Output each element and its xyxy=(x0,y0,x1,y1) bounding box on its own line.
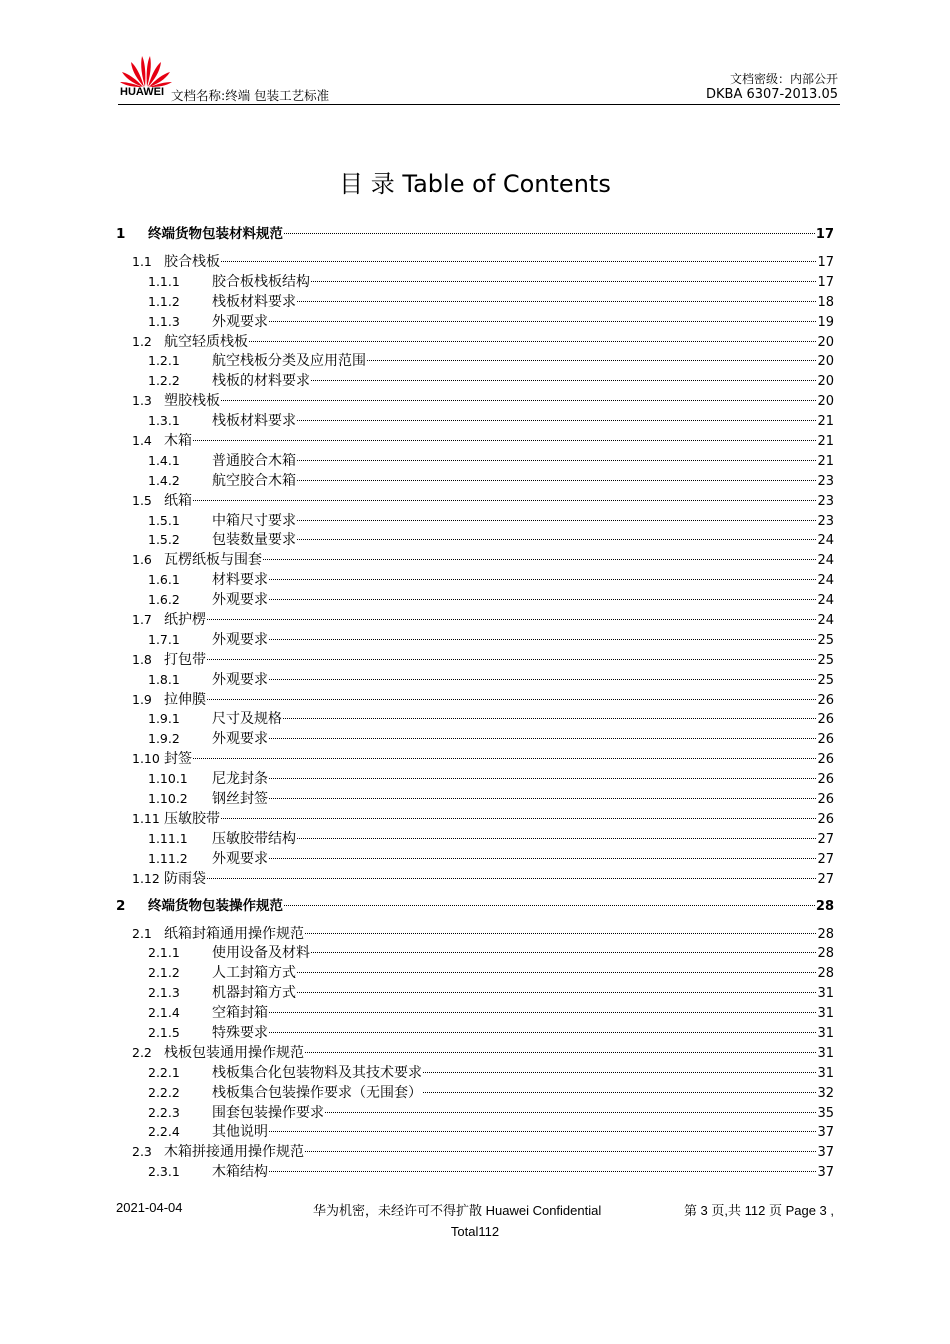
toc-entry-number: 2.2.4 xyxy=(148,1124,180,1140)
toc-entry-label: 纸护楞 xyxy=(164,612,206,629)
toc-entry-page: 21 xyxy=(817,453,834,469)
toc-entry-number: 2.2 xyxy=(132,1044,152,1060)
toc-entry-number: 1.6.1 xyxy=(148,572,180,588)
toc-dot-leader xyxy=(207,659,816,660)
toc-entry-number: 1.6 xyxy=(132,552,152,568)
toc-entry[interactable] xyxy=(116,729,834,749)
toc-entry-page: 17 xyxy=(817,274,834,290)
toc-dot-leader xyxy=(311,380,816,381)
toc-dot-leader xyxy=(263,559,816,560)
toc-entry[interactable] xyxy=(116,610,834,630)
toc-entry-page: 31 xyxy=(817,986,834,1002)
toc-dot-leader xyxy=(297,460,816,461)
toc-dot-leader xyxy=(325,1112,816,1113)
toc-dot-leader xyxy=(193,758,816,759)
toc-entry-page: 26 xyxy=(817,732,834,748)
toc-entry-number: 1 xyxy=(116,226,126,242)
document-number: DKBA 6307-2013.05 xyxy=(705,87,838,102)
toc-entry-page: 28 xyxy=(817,946,834,962)
toc-entry[interactable] xyxy=(116,371,834,391)
toc-entry-label: 栈板集合化包装物料及其技术要求 xyxy=(212,1064,422,1081)
toc-entry-page: 35 xyxy=(817,1105,834,1121)
toc-dot-leader xyxy=(423,1092,816,1093)
toc-entry[interactable] xyxy=(116,1162,834,1182)
toc-dot-leader xyxy=(297,972,816,973)
toc-dot-leader xyxy=(284,905,815,906)
toc-dot-leader xyxy=(207,878,816,879)
toc-entry-number: 1.7 xyxy=(132,612,152,628)
toc-dot-leader xyxy=(269,798,816,799)
toc-entry[interactable] xyxy=(116,869,834,889)
toc-entry-number: 1.10.1 xyxy=(148,771,188,787)
toc-dot-leader xyxy=(221,261,816,262)
footer-total-pages: Total112 xyxy=(450,1224,500,1239)
toc-entry[interactable] xyxy=(116,670,834,690)
toc-dot-leader xyxy=(305,1052,816,1053)
toc-entry-number: 2.1.3 xyxy=(148,985,180,1001)
toc-entry-label: 拉伸膜 xyxy=(164,691,206,708)
toc-entry-number: 1.6.2 xyxy=(148,592,180,608)
toc-entry-page: 25 xyxy=(817,632,834,648)
toc-entry-number: 1.10 xyxy=(132,751,160,767)
page-header xyxy=(118,50,840,106)
toc-entry-page: 24 xyxy=(817,533,834,549)
toc-entry-page: 25 xyxy=(817,672,834,688)
toc-entry-label: 外观要求 xyxy=(212,313,268,330)
toc-entry-page: 32 xyxy=(817,1085,834,1101)
toc-entry[interactable] xyxy=(116,224,834,244)
toc-entry[interactable] xyxy=(116,292,834,312)
toc-dot-leader xyxy=(297,301,816,302)
toc-entry[interactable] xyxy=(116,789,834,809)
toc-dot-leader xyxy=(305,1151,816,1152)
toc-entry-number: 1.3.1 xyxy=(148,413,180,429)
toc-entry-page: 21 xyxy=(817,434,834,450)
toc-entry-page: 31 xyxy=(817,1006,834,1022)
secret-level: 文档密级：内部公开 xyxy=(729,72,838,86)
toc-entry-page: 20 xyxy=(817,374,834,390)
toc-entry-label: 外观要求 xyxy=(212,631,268,648)
toc-entry-page: 26 xyxy=(817,752,834,768)
toc-entry[interactable] xyxy=(116,1063,834,1083)
toc-entry[interactable] xyxy=(116,1122,834,1142)
toc-entry-label: 压敏胶带结构 xyxy=(212,830,296,847)
toc-entry-page: 23 xyxy=(817,493,834,509)
toc-dot-leader xyxy=(297,539,816,540)
toc-entry-number: 1.4 xyxy=(132,433,152,449)
toc-entry-page: 18 xyxy=(817,294,834,310)
toc-dot-leader xyxy=(367,360,816,361)
toc-entry-number: 2.1 xyxy=(132,925,152,941)
toc-entry-label: 打包带 xyxy=(164,651,206,668)
toc-entry-label: 胶合板栈板结构 xyxy=(212,273,310,290)
toc-entry-page: 26 xyxy=(817,772,834,788)
toc-entry[interactable] xyxy=(116,530,834,550)
toc-entry-number: 2.3 xyxy=(132,1144,152,1160)
toc-entry-label: 人工封箱方式 xyxy=(212,965,296,982)
toc-entry-number: 1.7.1 xyxy=(148,631,180,647)
toc-entry-page: 24 xyxy=(817,573,834,589)
toc-entry-number: 2.1.4 xyxy=(148,1005,180,1021)
toc-dot-leader xyxy=(297,992,816,993)
toc-entry-page: 17 xyxy=(817,255,834,270)
toc-dot-leader xyxy=(305,933,816,934)
toc-entry[interactable] xyxy=(116,1023,834,1043)
toc-entry[interactable] xyxy=(116,491,834,511)
toc-entry-label: 胶合栈板 xyxy=(164,254,220,270)
toc-dot-leader xyxy=(207,619,816,620)
toc-entry[interactable] xyxy=(116,511,834,531)
toc-entry[interactable] xyxy=(116,351,834,371)
toc-entry-label: 栈板包装通用操作规范 xyxy=(164,1044,304,1061)
toc-dot-leader xyxy=(269,639,816,640)
toc-dot-leader xyxy=(193,500,816,501)
toc-entry-page: 19 xyxy=(817,314,834,330)
toc-entry-page: 24 xyxy=(817,553,834,569)
toc-entry-number: 2 xyxy=(116,897,126,914)
toc-entry[interactable] xyxy=(116,690,834,710)
toc-dot-leader xyxy=(269,679,816,680)
toc-dot-leader xyxy=(269,579,816,580)
brand-name: HUAWEI xyxy=(120,86,164,98)
toc-entry[interactable] xyxy=(116,769,834,789)
toc-entry-label: 瓦楞纸板与围套 xyxy=(164,552,262,569)
toc-dot-leader xyxy=(283,718,816,719)
toc-entry[interactable] xyxy=(116,630,834,650)
toc-entry-page: 21 xyxy=(817,414,834,430)
toc-dot-leader xyxy=(269,858,816,859)
toc-entry-number: 1.11.2 xyxy=(148,850,188,866)
toc-entry[interactable] xyxy=(116,1003,834,1023)
toc-entry-label: 外观要求 xyxy=(212,671,268,688)
toc-entry-number: 2.2.3 xyxy=(148,1104,180,1120)
toc-entry[interactable] xyxy=(116,1142,834,1162)
toc-entry[interactable] xyxy=(116,431,834,451)
toc-dot-leader xyxy=(297,480,816,481)
toc-entry-label: 栈板材料要求 xyxy=(212,293,296,310)
toc-entry-label: 围套包装操作要求 xyxy=(212,1104,324,1121)
toc-entry-page: 26 xyxy=(817,712,834,728)
toc-entry-number: 1.4.1 xyxy=(148,452,180,468)
toc-entry-page: 24 xyxy=(817,593,834,609)
toc-dot-leader xyxy=(284,233,815,234)
toc-entry-page: 37 xyxy=(817,1145,834,1161)
toc-dot-leader xyxy=(269,1012,816,1013)
toc-entry-label: 封签 xyxy=(164,751,192,768)
toc-dot-leader xyxy=(193,440,816,441)
toc-entry-number: 1.5 xyxy=(132,492,152,508)
toc-entry[interactable] xyxy=(116,709,834,729)
toc-entry[interactable] xyxy=(116,943,834,963)
toc-entry[interactable] xyxy=(116,1043,834,1063)
toc-entry-label: 塑胶栈板 xyxy=(164,393,220,410)
toc-entry[interactable] xyxy=(116,963,834,983)
toc-dot-leader xyxy=(297,838,816,839)
toc-entry[interactable] xyxy=(116,809,834,829)
toc-entry-label: 包装数量要求 xyxy=(212,532,296,549)
toc-entry-label: 中箱尺寸要求 xyxy=(212,512,296,529)
toc-entry[interactable] xyxy=(116,749,834,769)
toc-entry-number: 1.2.2 xyxy=(148,373,180,389)
toc-entry-label: 航空胶合木箱 xyxy=(212,472,296,489)
toc-entry-number: 1.11.1 xyxy=(148,830,188,846)
toc-entry[interactable] xyxy=(116,411,834,431)
toc-entry-number: 1.8.1 xyxy=(148,671,180,687)
toc-entry[interactable] xyxy=(116,849,834,869)
toc-entry-number: 1.1 xyxy=(132,254,152,269)
toc-entry-page: 20 xyxy=(817,354,834,370)
toc-entry-page: 37 xyxy=(817,1165,834,1181)
toc-entry-page: 28 xyxy=(817,966,834,982)
toc-entry-number: 1.8 xyxy=(132,651,152,667)
toc-entry-page: 31 xyxy=(817,1045,834,1061)
toc-entry[interactable] xyxy=(116,590,834,610)
toc-entry-number: 1.5.2 xyxy=(148,532,180,548)
toc-entry-page: 26 xyxy=(817,811,834,827)
toc-entry[interactable] xyxy=(116,1083,834,1103)
toc-dot-leader xyxy=(297,420,816,421)
table-of-contents xyxy=(116,224,834,1182)
toc-entry-number: 1.3 xyxy=(132,393,152,409)
toc-dot-leader xyxy=(221,400,816,401)
toc-entry-label: 其他说明 xyxy=(212,1124,268,1141)
toc-entry[interactable] xyxy=(116,924,834,944)
toc-entry-number: 1.11 xyxy=(132,810,160,826)
toc-entry-page: 20 xyxy=(817,394,834,410)
toc-entry[interactable] xyxy=(116,332,834,352)
toc-entry-number: 1.2.1 xyxy=(148,353,180,369)
toc-entry-label: 栈板的材料要求 xyxy=(212,373,310,390)
toc-entry-number: 1.5.1 xyxy=(148,512,180,528)
toc-entry-label: 外观要求 xyxy=(212,850,268,867)
document-name: 文档名称:终端 包装工艺标准 xyxy=(171,88,330,103)
toc-entry-page: 27 xyxy=(817,871,834,887)
toc-entry-label: 压敏胶带 xyxy=(164,810,220,827)
toc-entry[interactable] xyxy=(116,983,834,1003)
toc-entry[interactable] xyxy=(116,570,834,590)
toc-entry-label: 木箱 xyxy=(164,433,192,450)
toc-entry-page: 23 xyxy=(817,513,834,529)
toc-entry-page: 25 xyxy=(817,652,834,668)
footer-confidential: 华为机密，未经许可不得扩散 Huawei Confidential xyxy=(313,1203,602,1218)
toc-entry-label: 航空轻质栈板 xyxy=(164,333,248,350)
footer-page-number: 第 3 页,共 112 页 Page 3 , xyxy=(683,1203,834,1218)
toc-entry-page: 37 xyxy=(817,1125,834,1141)
toc-entry-label: 终端货物包装材料规范 xyxy=(148,226,283,242)
toc-entry-number: 2.1.5 xyxy=(148,1024,180,1040)
toc-entry-number: 1.9.2 xyxy=(148,731,180,747)
toc-entry-label: 木箱结构 xyxy=(212,1164,268,1181)
toc-entry-page: 24 xyxy=(817,613,834,629)
toc-entry-page: 28 xyxy=(817,926,834,942)
header-divider xyxy=(118,104,840,105)
toc-entry[interactable] xyxy=(116,650,834,670)
toc-entry-number: 2.3.1 xyxy=(148,1164,180,1180)
toc-entry-number: 1.1.1 xyxy=(148,273,180,289)
footer-date: 2021-04-04 xyxy=(116,1200,183,1215)
toc-dot-leader xyxy=(207,699,816,700)
toc-dot-leader xyxy=(311,952,816,953)
toc-entry[interactable] xyxy=(116,451,834,471)
toc-entry-page: 31 xyxy=(817,1025,834,1041)
toc-entry-page: 26 xyxy=(817,792,834,808)
toc-entry-label: 尼龙封条 xyxy=(212,771,268,788)
toc-entry-number: 2.1.1 xyxy=(148,945,180,961)
toc-dot-leader xyxy=(269,1131,816,1132)
toc-entry-label: 栈板材料要求 xyxy=(212,413,296,430)
page-title: 目 录 Table of Contents xyxy=(339,170,611,198)
toc-dot-leader xyxy=(269,738,816,739)
toc-dot-leader xyxy=(297,520,816,521)
toc-dot-leader xyxy=(221,818,816,819)
toc-dot-leader xyxy=(269,1032,816,1033)
toc-entry-label: 外观要求 xyxy=(212,592,268,609)
toc-entry-number: 1.10.2 xyxy=(148,791,188,807)
toc-entry-page: 28 xyxy=(815,898,834,914)
toc-entry-label: 使用设备及材料 xyxy=(212,945,310,962)
toc-dot-leader xyxy=(269,778,816,779)
toc-dot-leader xyxy=(269,599,816,600)
toc-entry[interactable] xyxy=(116,252,834,272)
toc-entry-number: 1.9 xyxy=(132,691,152,707)
toc-entry-label: 纸箱 xyxy=(164,492,192,509)
toc-entry-number: 1.4.2 xyxy=(148,472,180,488)
toc-entry[interactable] xyxy=(116,312,834,332)
toc-dot-leader xyxy=(423,1072,816,1073)
toc-entry-number: 1.1.3 xyxy=(148,313,180,329)
toc-entry-label: 木箱拼接通用操作规范 xyxy=(164,1144,304,1161)
toc-entry-page: 27 xyxy=(817,831,834,847)
toc-entry[interactable] xyxy=(116,471,834,491)
toc-entry-number: 2.2.1 xyxy=(148,1064,180,1080)
toc-entry-page: 23 xyxy=(817,473,834,489)
toc-entry-number: 2.1.2 xyxy=(148,965,180,981)
toc-dot-leader xyxy=(269,321,816,322)
toc-entry-label: 航空栈板分类及应用范围 xyxy=(212,353,366,370)
toc-dot-leader xyxy=(311,281,816,282)
toc-dot-leader xyxy=(269,1171,816,1172)
toc-entry[interactable] xyxy=(116,829,834,849)
toc-entry-label: 终端货物包装操作规范 xyxy=(148,897,283,914)
toc-entry[interactable] xyxy=(116,896,834,916)
toc-entry-page: 31 xyxy=(817,1065,834,1081)
toc-entry-page: 17 xyxy=(815,227,834,242)
toc-entry[interactable] xyxy=(116,1103,834,1123)
toc-entry-label: 空箱封箱 xyxy=(212,1005,268,1022)
toc-entry-label: 特殊要求 xyxy=(212,1024,268,1041)
toc-entry-label: 尺寸及规格 xyxy=(212,711,282,728)
toc-entry-label: 纸箱封箱通用操作规范 xyxy=(164,925,304,942)
toc-entry-number: 1.9.1 xyxy=(148,711,180,727)
toc-entry-label: 材料要求 xyxy=(212,572,268,589)
toc-entry-page: 27 xyxy=(817,851,834,867)
toc-entry-page: 26 xyxy=(817,692,834,708)
toc-entry-label: 防雨袋 xyxy=(164,870,206,887)
toc-entry-label: 外观要求 xyxy=(212,731,268,748)
toc-entry-number: 1.2 xyxy=(132,333,152,349)
toc-entry-number: 2.2.2 xyxy=(148,1084,180,1100)
toc-entry-page: 20 xyxy=(817,334,834,350)
toc-entry-label: 普通胶合木箱 xyxy=(212,452,296,469)
toc-entry[interactable] xyxy=(116,391,834,411)
toc-entry-number: 1.12 xyxy=(132,870,160,886)
toc-entry-number: 1.1.2 xyxy=(148,293,180,309)
toc-entry-label: 机器封箱方式 xyxy=(212,985,296,1002)
toc-entry[interactable] xyxy=(116,550,834,570)
toc-entry-label: 钢丝封签 xyxy=(212,791,268,808)
toc-dot-leader xyxy=(249,341,816,342)
toc-entry[interactable] xyxy=(116,272,834,292)
toc-entry-label: 栈板集合包装操作要求（无围套） xyxy=(212,1084,422,1101)
